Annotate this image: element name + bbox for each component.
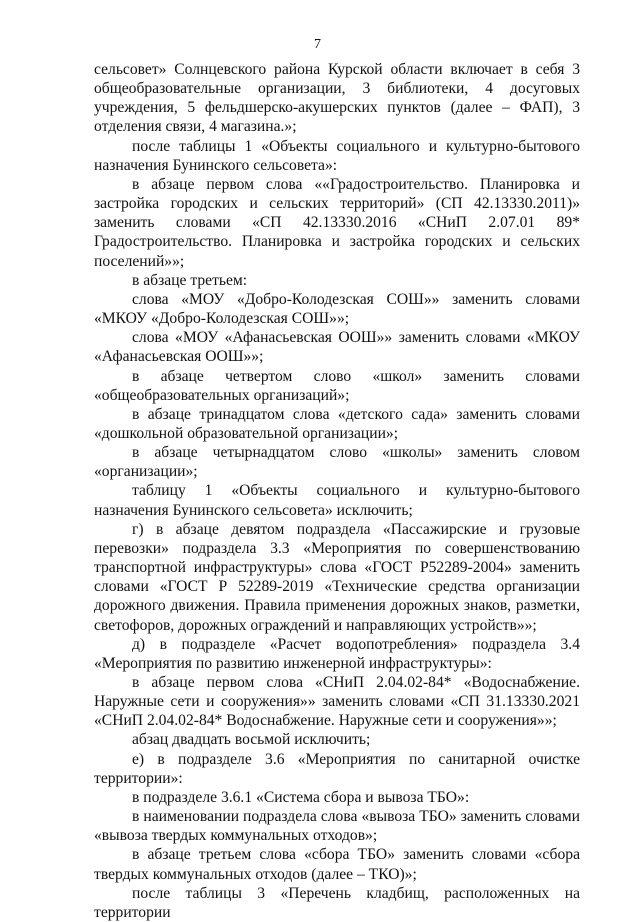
paragraph: г) в абзаце девятом подраздела «Пассажирские и грузовые перевозки» подраздела 3.3 «Мероприятия по совершенствованию транспортной инфраструктуры» слова «ГОСТ Р52289-2004» заменить словами «ГОСТ Р 52289-2019 «Технические средства организации дорожного движения. Правила применения дорожных знаков, разметки, светофоров, дорожных ограждений и направляющих устройств»»; (94, 520, 580, 634)
paragraph: в подразделе 3.6.1 «Система сбора и вывоза ТБО»: (132, 788, 470, 806)
paragraph: слова «МОУ «Добро-Колодезская СОШ»» заменить словами «МКОУ «Добро-Колодезская СОШ»»; (94, 290, 580, 328)
paragraph: слова «МОУ «Афанасьевская ООШ»» заменить словами «МКОУ «Афанасьевская ООШ»»; (94, 329, 580, 366)
paragraph: в наименовании подраздела слова «вывоза ТБО» заменить словами «вывоза твердых коммунальных отходов»; (94, 808, 580, 845)
paragraph: в абзаце четырнадцатом слово «школы» заменить словом «организации»; (94, 444, 580, 481)
paragraph: после таблицы 1 «Объекты социального и культурно-бытового назначения Бунинского сельсовета»: (94, 137, 580, 174)
paragraph: в абзаце третьем слова «сбора ТБО» заменить словами «сбора твердых коммунальных отходов (далее – ТКО)»; (94, 846, 580, 883)
paragraph: после таблицы 3 «Перечень кладбищ, расположенных на территории (94, 884, 580, 921)
paragraph: таблицу 1 «Объекты социального и культурно-бытового назначения Бунинского сельсовета» исключить; (94, 482, 580, 519)
paragraph: е) в подразделе 3.6 «Мероприятия по санитарной очистке территории»: (94, 750, 580, 787)
paragraph: в абзаце первом слова «СНиП 2.04.02-84* «Водоснабжение. Наружные сети и сооружения»» заменить словами «СП 31.13330.2021 «СНиП 2.04.02-84* Водоснабжение. Наружные сети и сооружения»»; (94, 674, 580, 730)
paragraph: в абзаце четвертом слово «школ» заменить словами «общеобразовательных организаций»; (94, 367, 580, 404)
paragraph: в абзаце первом слова ««Градостроительство. Планировка и застройка городских и сельских территорий» (СП 42.13330.2011)» заменить словами «СП 42.13330.2016 «СНиП 2.07.01 89* Градостроительство. Планировка и застройка городских и сельских поселений»»; (94, 175, 580, 270)
paragraph: д) в подразделе «Расчет водопотребления» подраздела 3.4 «Мероприятия по развитию инженерной инфраструктуры»: (94, 635, 580, 672)
page-number: 7 (314, 37, 321, 52)
document-body (94, 60, 580, 922)
paragraph: в абзаце тринадцатом слова «детского сада» заменить словами «дошкольной образовательной организации»; (94, 405, 580, 442)
paragraph: сельсовет» Солнцевского района Курской области включает в себя 3 общеобразовательные организации, 3 библиотеки, 4 досуговых учреждения, 5 фельдшерско-акушерских пунктов (далее – ФАП), 3 отделения связи, 4 магазина.»; (94, 61, 580, 136)
paragraph: в абзаце третьем: (132, 271, 248, 289)
paragraph: абзац двадцать восьмой исключить; (132, 731, 371, 749)
